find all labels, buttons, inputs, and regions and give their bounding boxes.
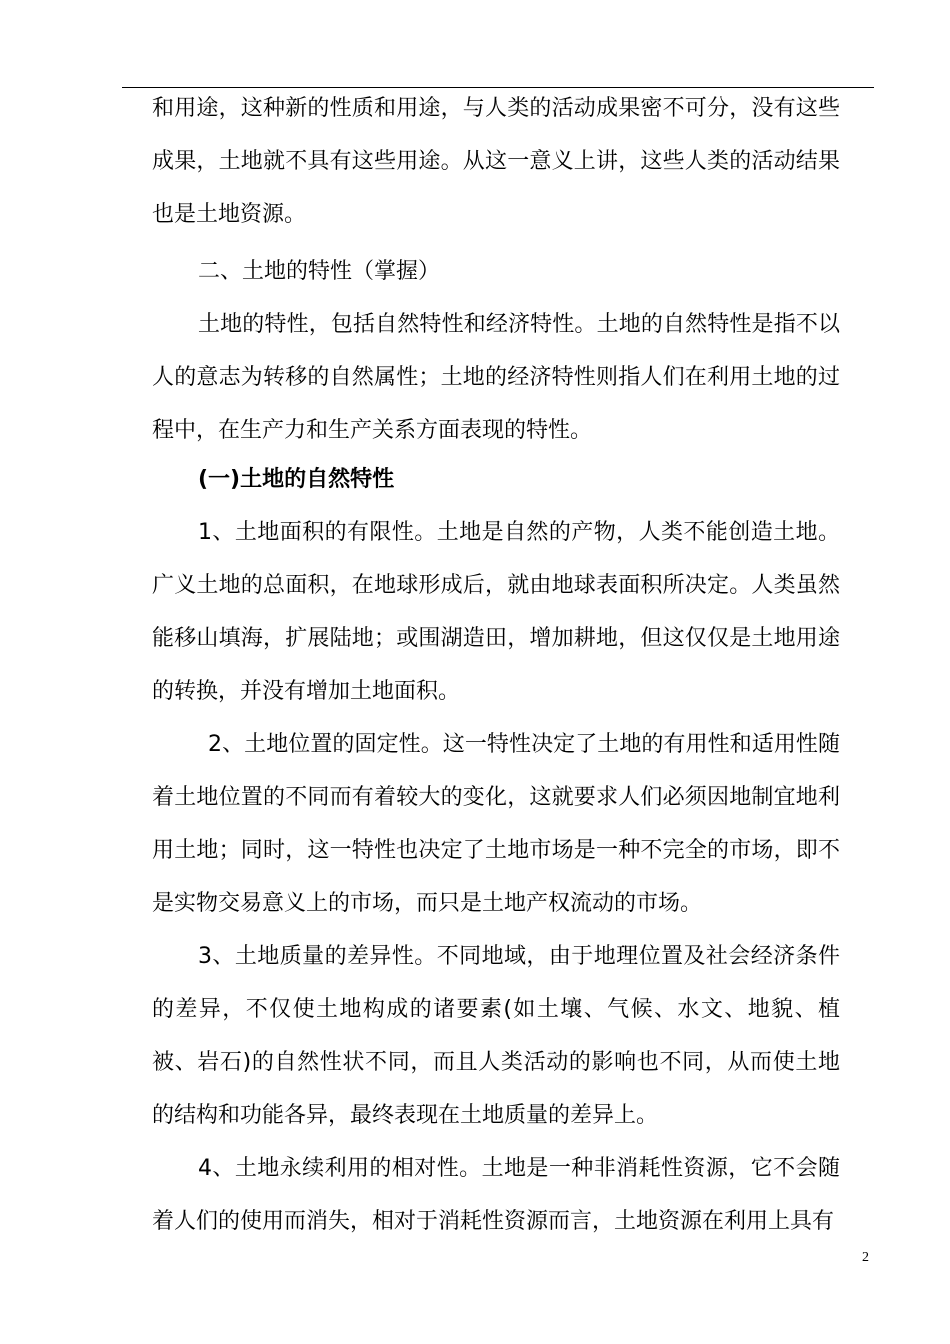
paragraph-land-characteristics: 土地的特性，包括自然特性和经济特性。土地的自然特性是指不以人的意志为转移的自然属性；土地的经济特性则指人们在利用土地的过程中，在生产力和生产关系方面表现的特性。 [152, 312, 840, 443]
paragraph-point-2: 2、土地位置的固定性。这一特性决定了土地的有用性和适用性随着土地位置的不同而有着较大的变化，这就要求人们必须因地制宜地利用土地；同时，这一特性也决定了土地市场是一种不完全的市场，即不是实物交易意义上的市场，而只是土地产权流动的市场。 [152, 732, 840, 916]
section-heading: 二、土地的特性（掌握） [198, 259, 441, 284]
page-number: 2 [862, 1250, 869, 1265]
paragraph-point-1: 1、土地面积的有限性。土地是自然的产物，人类不能创造土地。广义土地的总面积，在地球形成后，就由地球表面积所决定。人类虽然能移山填海，扩展陆地；或围湖造田，增加耕地，但这仅仅是土地用途的转换，并没有增加土地面积。 [152, 520, 840, 704]
paragraph-point-3: 3、土地质量的差异性。不同地域，由于地理位置及社会经济条件的差异，不仅使土地构成的诸要素(如土壤、气候、水文、地貌、植被、岩石)的自然性状不同，而且人类活动的影响也不同，从而使土地的结构和功能各异，最终表现在土地质量的差异上。 [152, 944, 840, 1128]
paragraph-point-4: 4、土地永续利用的相对性。土地是一种非消耗性资源，它不会随着人们的使用而消失，相对于消耗性资源而言，土地资源在利用上具有 [152, 1156, 840, 1234]
subsection-heading: (一)土地的自然特性 [198, 467, 395, 492]
paragraph-continuation: 和用途，这种新的性质和用途，与人类的活动成果密不可分，没有这些成果，土地就不具有这些用途。从这一意义上讲，这些人类的活动结果也是土地资源。 [152, 96, 840, 227]
